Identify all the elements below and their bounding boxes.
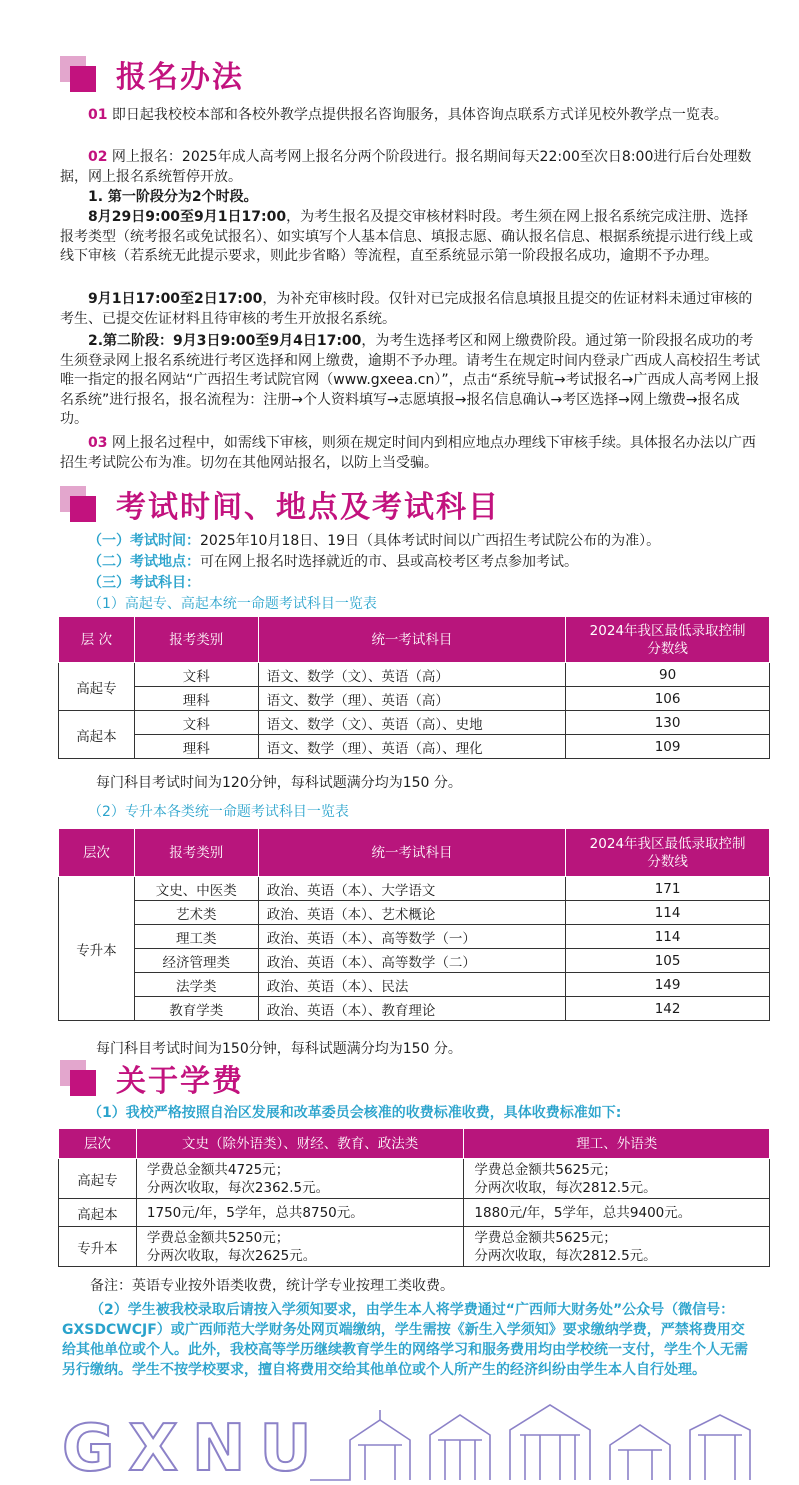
level-cell: 高起专 — [59, 1159, 137, 1199]
table-header: 2024年我区最低录取控制分数线 — [566, 829, 770, 877]
score-cell: 109 — [566, 735, 770, 759]
exam-subjects-label: （三）考试科目： — [88, 575, 200, 591]
table-exam-subjects-1 — [58, 616, 770, 759]
subject-cell: 语文、数学（理）、英语（高）、理化 — [258, 735, 566, 759]
category-cell: 法学类 — [134, 973, 258, 997]
category-cell: 文科 — [134, 711, 258, 735]
level-cell: 高起本 — [59, 711, 135, 759]
table-header: 报考类别 — [134, 829, 258, 877]
subject-cell: 政治、英语（本）、大学语文 — [258, 877, 566, 901]
category-cell: 理科 — [134, 687, 258, 711]
category-cell: 理科 — [134, 735, 258, 759]
table-header: 层 次 — [59, 617, 135, 663]
table1-note: 每门科目考试时间为120分钟，每科试题满分均为150 分。 — [96, 775, 462, 791]
score-cell: 106 — [566, 687, 770, 711]
fee-paragraph-1: （1）我校严格按照自治区发展和改革委员会核准的收费标准收费，具体收费标准如下: — [88, 1105, 622, 1121]
score-cell: 114 — [566, 925, 770, 949]
table-header: 层次 — [59, 829, 135, 877]
score-cell: 171 — [566, 877, 770, 901]
category-cell: 文科 — [134, 663, 258, 687]
subject-cell: 语文、数学（理）、英语（高） — [258, 687, 566, 711]
paragraph-03: 03 网上报名过程中，如需线下审核，则须在规定时间内到相应地点办理线下审核手续。具体报名办法以广西招生考试院公布为准。切勿在其他网站报名，以防上当受骗。 — [60, 435, 756, 471]
table-header: 报考类别 — [134, 617, 258, 663]
table-fees — [58, 1128, 770, 1267]
level-cell: 专升本 — [59, 1227, 137, 1267]
section-header-exam — [60, 482, 500, 526]
fee-paragraph-2: （2）学生被我校录取后请按入学须知要求，由学生本人将学费通过“广西师大财务处”公众号（微信号：GXSDCWCJF）或广西师范大学财务处网页端缴纳，学生需按《新生入学须知》要求缴纳学费，严禁将费用交给其他单位或个人。此外，我校高等学历继续教育学生的网络学习和服务费用均由学校统一支付，学生个人无需另行缴纳。学生不按学校要求，擅自将费用交给其他单位或个人所产生的经济纠纷由学生本人自行处理。 — [62, 1302, 748, 1378]
exam-place-line: （二）考试地点：可在网上报名时选择就近的市、县或高校考区考点参加考试。 — [88, 554, 578, 570]
subject-cell: 政治、英语（本）、艺术概论 — [258, 901, 566, 925]
subject-cell: 语文、数学（文）、英语（高）、史地 — [258, 711, 566, 735]
fee-cell-science: 学费总金额共5625元； 分两次收取，每次2812.5元。 — [464, 1159, 770, 1199]
level-cell: 高起专 — [59, 663, 135, 711]
fee-cell-arts: 学费总金额共5250元； 分两次收取，每次2625元。 — [136, 1227, 464, 1267]
subject-cell: 政治、英语（本）、高等数学（一） — [258, 925, 566, 949]
level-cell: 高起本 — [59, 1199, 137, 1227]
score-cell: 142 — [566, 997, 770, 1021]
category-cell: 理工类 — [134, 925, 258, 949]
paragraph-01: 01 即日起我校校本部和各校外教学点提供报名咨询服务，具体咨询点联系方式详见校外教学点一览表。 — [88, 107, 728, 123]
subject-cell: 语文、数学（文）、英语（高） — [258, 663, 566, 687]
table-header: 2024年我区最低录取控制分数线 — [566, 617, 770, 663]
table-header: 层次 — [59, 1129, 137, 1159]
table-header: 统一考试科目 — [258, 617, 566, 663]
score-cell: 149 — [566, 973, 770, 997]
fee-cell-arts: 学费总金额共4725元； 分两次收取，每次2362.5元。 — [136, 1159, 464, 1199]
score-cell: 105 — [566, 949, 770, 973]
gxnu-logo: GXNU — [62, 1412, 326, 1485]
subject-cell: 政治、英语（本）、教育理论 — [258, 997, 566, 1021]
table-header: 文史（除外语类）、财经、教育、政法类 — [136, 1129, 464, 1159]
table1-caption: （1）高起专、高起本统一命题考试科目一览表 — [88, 596, 377, 612]
section-title: 关于学费 — [116, 1064, 244, 1099]
section-mark-icon — [60, 56, 102, 92]
paragraph-02: 02 网上报名：2025年成人高考网上报名分两个阶段进行。报名期间每天22:00至次日8:00进行后台处理数据，网上报名系统暂停开放。 — [60, 149, 752, 185]
section-title: 考试时间、地点及考试科目 — [116, 490, 500, 525]
stage2-paragraph: 2.第二阶段：9月3日9:00至9月4日17:00，为考生选择考区和网上缴费阶段。通过第一阶段报名成功的考生须登录网上报名系统进行考区选择和网上缴费，逾期不予办理。请考生在规定时间内登录广西成人高校招生考试唯一指定的报名网站“广西招生考试院官网（www.gxeea.cn）”，点击“系统导航→考试报名→广西成人高考网上报名系统”进行报名，报名流程为：注册→个人资料填写→志愿填报→报名信息确认→考区选择→网上缴费→报名成功。 — [60, 333, 760, 427]
fee-cell-science: 学费总金额共5625元； 分两次收取，每次2812.5元。 — [464, 1227, 770, 1267]
table2-note: 每门科目考试时间为150分钟，每科试题满分均为150 分。 — [96, 1041, 462, 1057]
score-cell: 90 — [566, 663, 770, 687]
table2-caption: （2）专升本各类统一命题考试科目一览表 — [88, 804, 349, 820]
campus-skyline-icon — [310, 1400, 760, 1485]
stage1-period-a: 8月29日9:00至9月1日17:00，为考生报名及提交审核材料时段。考生须在网上报名系统完成注册、选择报考类型（统考报名或免试报名）、如实填写个人基本信息、填报志愿、确认报名信息、根据系统提示进行线上或线下审核（若系统无此提示要求，则此步省略）等流程，直至系统显示第一阶段报名成功，逾期不予办理。 — [60, 209, 753, 264]
stage1-title: 1. 第一阶段分为2个时段。 — [88, 189, 258, 205]
score-cell: 114 — [566, 901, 770, 925]
table-header: 统一考试科目 — [258, 829, 566, 877]
fee-cell-arts: 1750元/年，5学年，总共8750元。 — [136, 1199, 464, 1227]
stage1-period-b: 9月1日17:00至2日17:00，为补充审核时段。仅针对已完成报名信息填报且提交的佐证材料未通过审核的考生、已提交佐证材料且待审核的考生开放报名系统。 — [60, 291, 753, 327]
table-exam-subjects-2 — [58, 828, 770, 1021]
footer-banner — [60, 1400, 760, 1485]
category-cell: 经济管理类 — [134, 949, 258, 973]
subject-cell: 政治、英语（本）、民法 — [258, 973, 566, 997]
level-cell: 专升本 — [59, 877, 135, 1021]
section-mark-icon — [60, 486, 102, 522]
section-mark-icon — [60, 1060, 102, 1096]
table-header: 理工、外语类 — [464, 1129, 770, 1159]
subject-cell: 政治、英语（本）、高等数学（二） — [258, 949, 566, 973]
section-header-fees — [60, 1056, 244, 1100]
fee-cell-science: 1880元/年，5学年，总共9400元。 — [464, 1199, 770, 1227]
fee-note: 备注：英语专业按外语类收费，统计学专业按理工类收费。 — [90, 1278, 454, 1294]
exam-time-line: （一）考试时间：2025年10月18日、19日（具体考试时间以广西招生考试院公布的为准）。 — [88, 533, 661, 549]
section-title: 报名办法 — [116, 60, 244, 95]
category-cell: 文史、中医类 — [134, 877, 258, 901]
category-cell: 艺术类 — [134, 901, 258, 925]
section-header-registration — [60, 52, 244, 96]
category-cell: 教育学类 — [134, 997, 258, 1021]
score-cell: 130 — [566, 711, 770, 735]
